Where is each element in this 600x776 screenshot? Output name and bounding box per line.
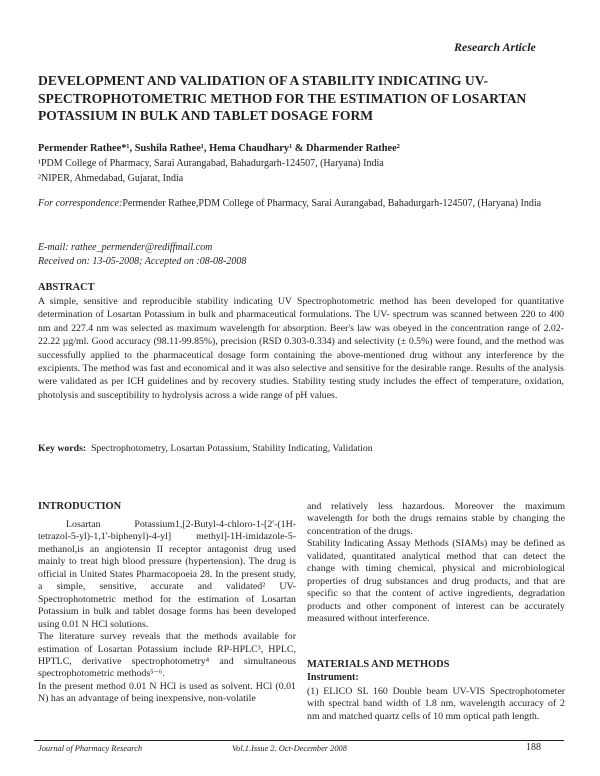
- keywords-label: Key words:: [38, 443, 87, 454]
- abstract-heading: ABSTRACT: [38, 282, 95, 293]
- right-column: [307, 501, 565, 626]
- footer-rule: [34, 740, 564, 741]
- affiliation-2: ²NIPER, Ahmedabad, Gujarat, India: [38, 173, 184, 184]
- intro-paragraph-3: In the present method 0.01 N HCl is used as solvent. HCl (0.01 N) has an advantage of being inexpensive, non-volatile: [38, 680, 296, 705]
- correspondence: [38, 198, 568, 211]
- affiliation-1: ¹PDM College of Pharmacy, Sarai Aurangabad, Bahadurgarh-124507, (Haryana) India: [38, 158, 384, 169]
- keywords-text: Spectrophotometry, Losartan Potassium, Stability Indicating, Validation: [91, 443, 373, 454]
- abstract-text: A simple, sensitive and reproducible stability indicating UV Spectrophotometric method has been developed for quantitative determination of Losartan Potassium in bulk and pharmaceutical formulations. The UV- spectrum was scanned between 220 to 400 nm and 227.4 nm was selected as maximum wavelength for absorption. Beer's law was obeyed in the concentration range of 2.02-22.22 µg/ml. Good accuracy (98.11-99.85%), precision (RSD 0.303-0.334) and selectivity (± 0.5%) were found, and the method was successfully applied to the pharmaceutical dosage form containing the above-mentioned drug without any interference by the excipients. The method was fast and economical and it was also selective and sensitive for the desirable range. Results of the analysis were validated as per ICH guidelines and by recovery studies. Stability testing study includes the effect of temperature, oxidation, photolysis and susceptibility to hydrolysis across a wide range of pH values.: [38, 296, 564, 401]
- keywords: [38, 443, 564, 454]
- intro-paragraph-1: Losartan Potassium1,[2-Butyl-4-chloro-1-[2'-(1H-tetrazol-5-yl)-1,1'-biphenyl)-4-yl] methyl]-1H-imidazole-5-methanol,is an angiotensin II receptor antagonist drug used mainly to treat high blood pressure (hypertension). The drug is official in United States Pharmacopoeia 28. In the present study, a simple, sensitive, accurate and validated² UV-Spectrophotometric method for the estimation of Losartan Potassium in bulk and tablet dosage forms has been developed using 0.01 N HCl solutions.: [38, 519, 296, 630]
- page-number: 188: [526, 742, 541, 753]
- instrument-paragraph: (1) ELICO SL 160 Double beam UV-VIS Spectrophotometer with spectral band width of 1.8 nm, wavelength accuracy of 2 nm and matched quartz cells of 10 mm optical path length.: [307, 686, 565, 722]
- correspondence-label: For correspondence:: [38, 198, 123, 209]
- correspondence-text: Permender Rathee,PDM College of Pharmacy, Sarai Aurangabad, Bahadurgarh-124507, (Haryana) India: [122, 198, 542, 209]
- issue-info: Vol.1.Issue 2. Oct-December 2008: [232, 744, 347, 753]
- article-title: DEVELOPMENT AND VALIDATION OF A STABILITY INDICATING UV-SPECTROPHOTOMETRIC METHOD FOR THE ESTIMATION OF LOSARTAN POTASSIUM IN BULK AND TABLET DOSAGE FORM: [38, 73, 527, 123]
- right-paragraph-1: and relatively less hazardous. Moreover the maximum wavelength for both the drugs remains stable by changing the concentration of the drugs.: [307, 501, 565, 537]
- instrument-subheading: Instrument:: [307, 672, 359, 683]
- received-dates: Received on: 13-05-2008; Accepted on :08-08-2008: [38, 256, 247, 267]
- introduction-heading: INTRODUCTION: [38, 501, 122, 512]
- right-paragraph-2: Stability Indicating Assay Methods (SIAMs) may be defined as validated, quantitated analytical method that can detect the change with timing chemical, physical and microbiological properties of drug substances and drug products, and that are specific so that the content of active ingredients, degradation products and other component of interest can be accurately measured without interference.: [307, 538, 565, 625]
- intro-paragraph-2: The literature survey reveals that the methods available for estimation of Losartan Potassium include RP-HPLC³, HPLC, HPTLC, derivative spectrophotometry⁴ and simultaneous spectrophotometric methods⁵⁻⁶.: [38, 631, 296, 680]
- article-type-label: Research Article: [454, 40, 536, 54]
- left-column: [38, 519, 296, 706]
- journal-name: Journal of Pharmacy Research: [38, 744, 143, 753]
- materials-methods-heading: MATERIALS AND METHODS: [307, 659, 450, 670]
- email-line: E-mail: rathee_permender@rediffmail.com: [38, 242, 213, 253]
- author-list: Permender Rathee*¹, Sushila Rathee¹, Hema Chaudhary¹ & Dharmender Rathee²: [38, 143, 400, 154]
